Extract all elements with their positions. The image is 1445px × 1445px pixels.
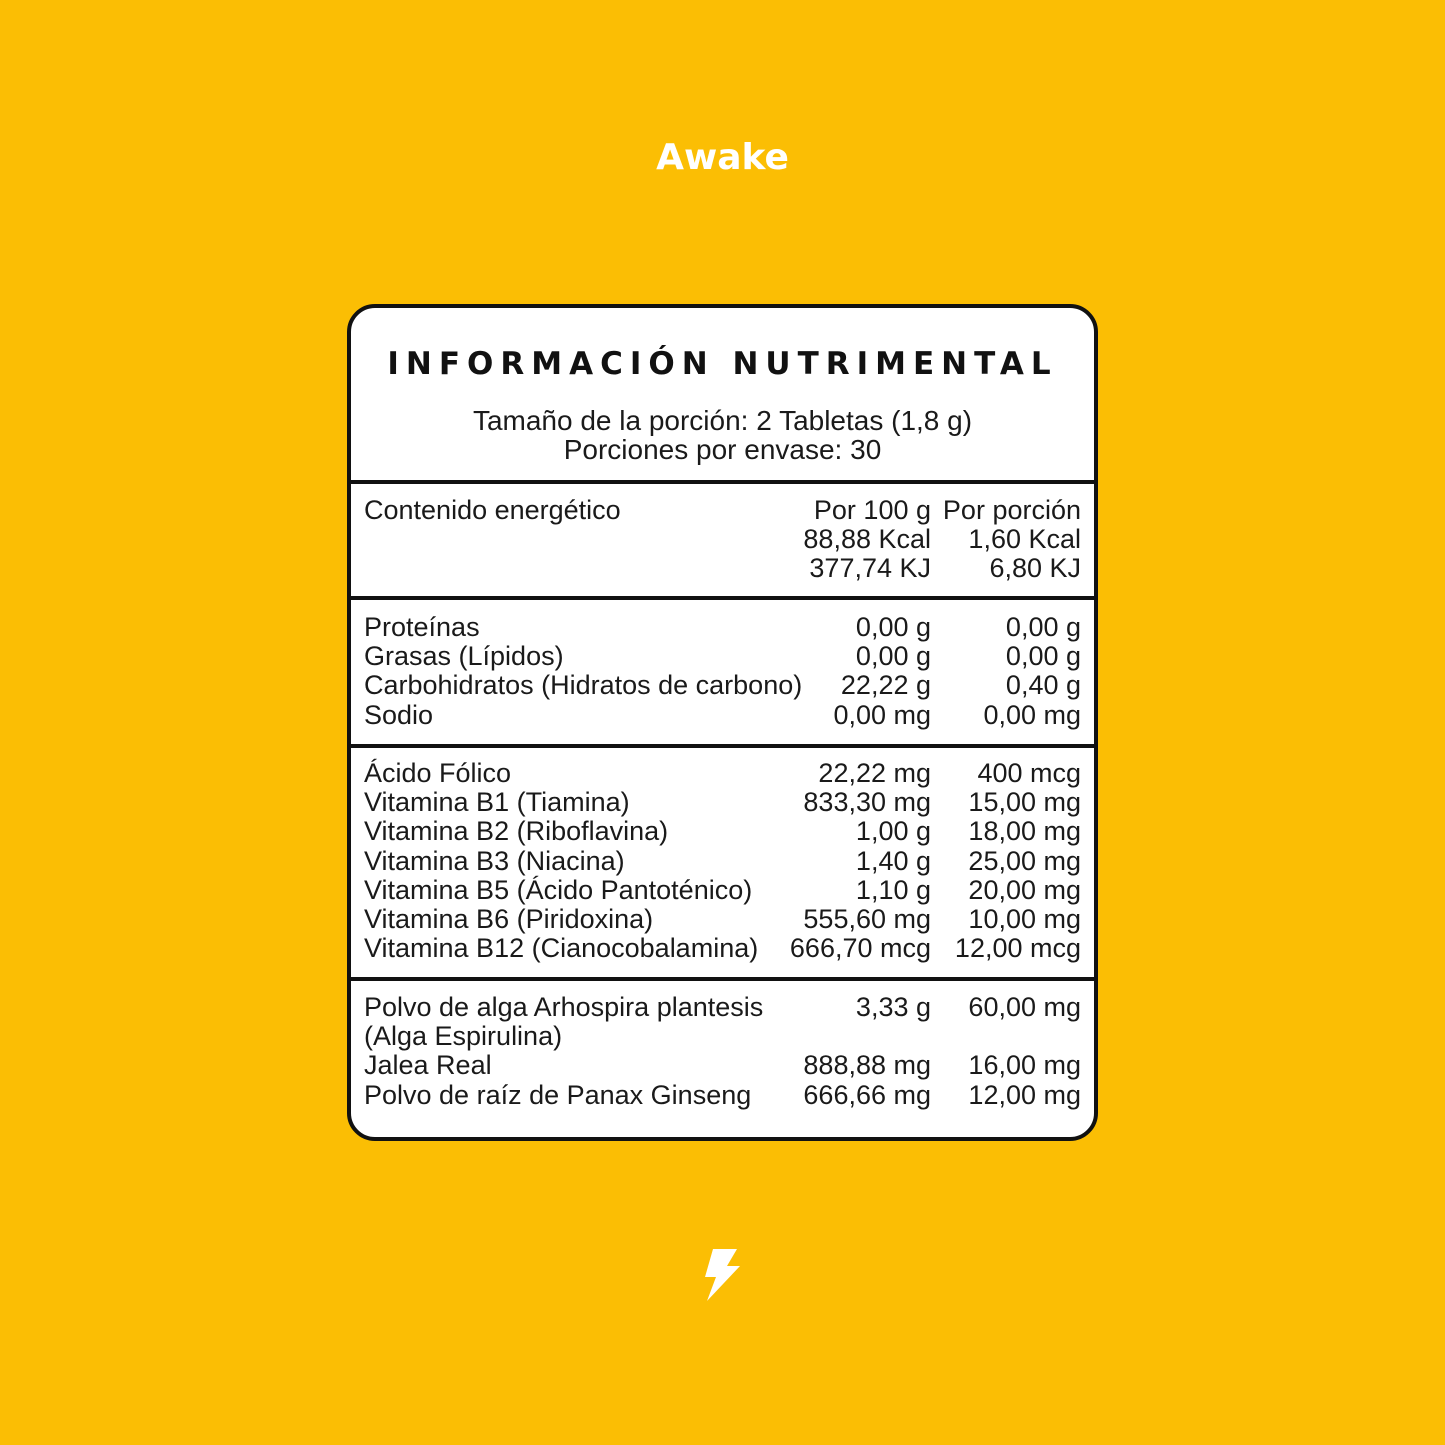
value-per-100g: 1,00 g (855, 816, 931, 847)
value-per-100g: 0,00 g (855, 641, 931, 672)
value-per-serving: 12,00 mcg (954, 933, 1081, 964)
value-per-100g: 666,70 mcg (789, 933, 931, 964)
value-per-100g: 888,88 mg (803, 1050, 931, 1081)
nutrition-heading: INFORMACIÓN NUTRIMENTAL (387, 346, 1058, 382)
value-per-100g: 0,00 mg (833, 699, 931, 730)
nutrient-name: Grasas (Lípidos) (364, 641, 564, 672)
energy-kj-per-100g: 377,74 KJ (809, 553, 931, 584)
value-per-100g: 666,66 mg (803, 1079, 931, 1110)
divider (351, 977, 1094, 981)
nutrient-name: Proteínas (364, 612, 480, 642)
energy-kj-per-serving: 6,80 KJ (989, 553, 1081, 584)
nutrient-name: Polvo de alga Arhospira plantesis (364, 992, 764, 1022)
nutrient-name: Polvo de raíz de Panax Ginseng (364, 1079, 752, 1110)
table-row (351, 817, 1094, 846)
nutrient-name: (Alga Espirulina) (364, 1021, 563, 1052)
table-row (351, 934, 1094, 963)
table-row (351, 1081, 1094, 1110)
value-per-serving: 0,00 mg (983, 699, 1081, 730)
table-row (351, 642, 1094, 671)
nutrient-name: Vitamina B6 (Piridoxina) (364, 903, 654, 934)
table-row (351, 847, 1094, 876)
value-per-100g: 22,22 g (840, 670, 931, 701)
nutrient-name: Vitamina B1 (Tiamina) (364, 787, 630, 818)
nutrient-name: Vitamina B3 (Niacina) (364, 845, 625, 876)
lightning-bolt-icon (704, 1249, 740, 1301)
servings-per-container: Porciones por envase: 30 (563, 434, 882, 465)
nutrient-name: Vitamina B2 (Riboflavina) (364, 816, 669, 847)
nutrient-name: Vitamina B5 (Ácido Pantoténico) (364, 874, 753, 905)
nutrient-name: Jalea Real (364, 1050, 492, 1081)
value-per-100g: 1,40 g (855, 845, 931, 876)
energy-kj-row (351, 554, 1094, 583)
table-row (351, 993, 1094, 1022)
table-row (351, 613, 1094, 642)
table-row (351, 671, 1094, 700)
nutrition-facts-panel (347, 304, 1098, 1141)
nutrient-name: Ácido Fólico (364, 758, 512, 788)
table-row (351, 1022, 1094, 1051)
energy-kcal-row (351, 525, 1094, 554)
energy-section (351, 496, 1094, 584)
table-row (351, 905, 1094, 934)
col-per-100g-header: Por 100 g (813, 495, 931, 525)
value-per-100g: 0,00 g (855, 612, 931, 642)
divider (351, 480, 1094, 484)
extracts-section (351, 993, 1094, 1110)
serving-size: Tamaño de la porción: 2 Tabletas (1,8 g) (472, 405, 973, 436)
value-per-serving: 400 mcg (977, 758, 1081, 788)
divider (351, 596, 1094, 600)
divider (351, 744, 1094, 748)
value-per-serving: 18,00 mg (968, 816, 1081, 847)
value-per-serving: 25,00 mg (968, 845, 1081, 876)
product-title: Awake (656, 137, 789, 178)
value-per-serving: 12,00 mg (968, 1079, 1081, 1110)
energy-header-row (351, 496, 1094, 525)
table-row (351, 759, 1094, 788)
value-per-serving: 0,00 g (1005, 641, 1081, 672)
value-per-serving: 0,00 g (1005, 612, 1081, 642)
energy-label: Contenido energético (364, 495, 621, 525)
table-row (351, 876, 1094, 905)
value-per-serving: 0,40 g (1005, 670, 1081, 701)
value-per-100g: 22,22 mg (818, 758, 931, 788)
value-per-100g: 555,60 mg (803, 903, 931, 934)
energy-kcal-per-serving: 1,60 Kcal (968, 524, 1081, 555)
col-per-serving-header: Por porción (942, 495, 1081, 525)
value-per-serving: 16,00 mg (968, 1050, 1081, 1081)
value-per-serving: 10,00 mg (968, 903, 1081, 934)
nutrient-name: Carbohidratos (Hidratos de carbono) (364, 670, 803, 701)
value-per-100g: 1,10 g (855, 874, 931, 905)
table-row (351, 701, 1094, 730)
vitamins-section (351, 759, 1094, 963)
energy-kcal-per-100g: 88,88 Kcal (803, 524, 931, 555)
table-row (351, 788, 1094, 817)
value-per-100g: 833,30 mg (803, 787, 931, 818)
nutrient-name: Vitamina B12 (Cianocobalamina) (364, 933, 759, 964)
table-row (351, 1051, 1094, 1080)
value-per-serving: 15,00 mg (968, 787, 1081, 818)
value-per-serving: 20,00 mg (968, 874, 1081, 905)
nutrient-name: Sodio (364, 699, 434, 730)
value-per-100g: 3,33 g (855, 992, 931, 1022)
value-per-serving: 60,00 mg (968, 992, 1081, 1022)
macros-section (351, 613, 1094, 730)
